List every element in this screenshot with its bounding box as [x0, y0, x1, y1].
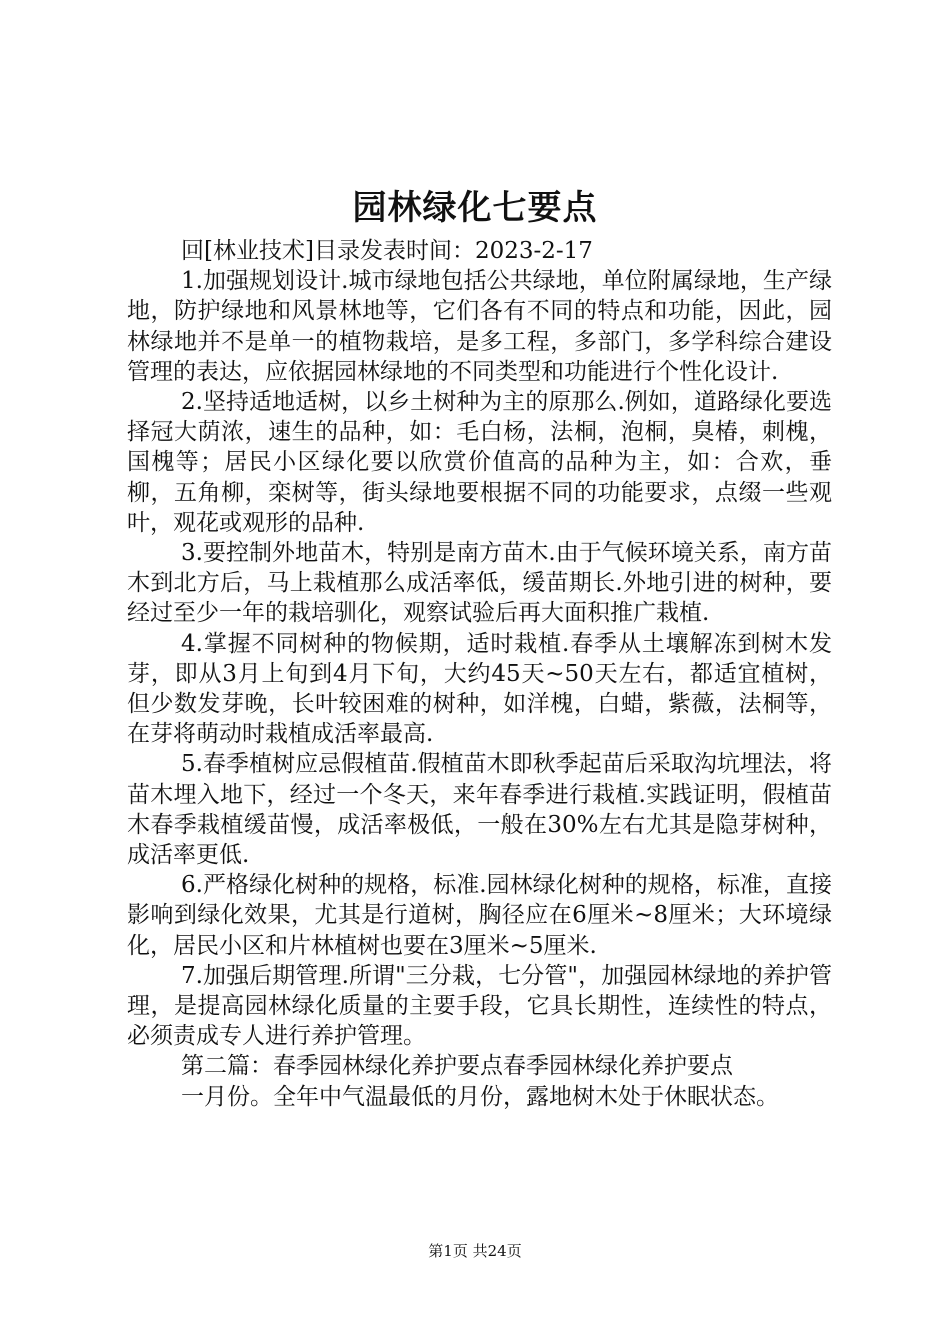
paragraph-meta: 回[林业技术]目录发表时间：2023-2-17 [181, 238, 593, 264]
paragraph-3: 3.要控制外地苗木，特别是南方苗木.由于气候环境关系，南方苗木到北方后，马上栽植那么成活率低，缓苗期长.外地引进的树种，要经过至少一年的栽培驯化，观察试验后再大面积推广栽植. [127, 540, 832, 627]
paragraph-january: 一月份。全年中气温最低的月份，露地树木处于休眠状态。 [181, 1083, 779, 1110]
paragraph-section-two: 第二篇：春季园林绿化养护要点春季园林绿化养护要点 [181, 1053, 733, 1080]
paragraph-1: 1.加强规划设计.城市绿地包括公共绿地，单位附属绿地，生产绿地，防护绿地和风景林地等，它们各有不同的特点和功能，因此，园林绿地并不是单一的植物栽培，是多工程，多部门，多学科综合建设管理的表达，应依据园林绿地的不同类型和功能进行个性化设计. [127, 268, 832, 385]
paragraph-5: 5.春季植树应忌假植苗.假植苗木即秋季起苗后采取沟坑埋法，将苗木埋入地下，经过一个冬天，来年春季进行栽植.实践证明，假植苗木春季栽植缓苗慢，成活率极低，一般在30%左右尤其是隐芽树种，成活率更低. [127, 751, 832, 869]
paragraph-7: 7.加强后期管理.所谓"三分栽，七分管"，加强园林绿地的养护管理，是提高园林绿化质量的主要手段，它具长期性，连续性的特点，必须责成专人进行养护管理。 [127, 962, 832, 1050]
page-footer: 第1页 共24页 [428, 1242, 522, 1260]
document-title: 园林绿化七要点 [352, 188, 598, 228]
document-body [127, 236, 832, 1112]
paragraph-2: 2.坚持适地适树，以乡土树种为主的原那么.例如，道路绿化要选择冠大荫浓，速生的品种，如：毛白杨，法桐，泡桐，臭椿，刺槐，国槐等；居民小区绿化要以欣赏价值高的品种为主，如：合欢，垂柳，五角柳，栾树等，街头绿地要根据不同的功能要求，点缀一些观叶，观花或观形的品种. [127, 389, 832, 536]
paragraph-6: 6.严格绿化树种的规格，标准.园林绿化树种的规格，标准，直接影响到绿化效果，尤其是行道树，胸径应在6厘米~8厘米；大环境绿化，居民小区和片林植树也要在3厘米~5厘米. [127, 872, 832, 959]
paragraph-4: 4.掌握不同树种的物候期，适时栽植.春季从土壤解冻到树木发芽，即从3月上旬到4月下旬，大约45天~50天左右，都适宜植树，但少数发芽晚，长叶较困难的树种，如洋槐，白蜡，紫薇，法桐等，在芽将萌动时栽植成活率最高. [127, 630, 832, 748]
